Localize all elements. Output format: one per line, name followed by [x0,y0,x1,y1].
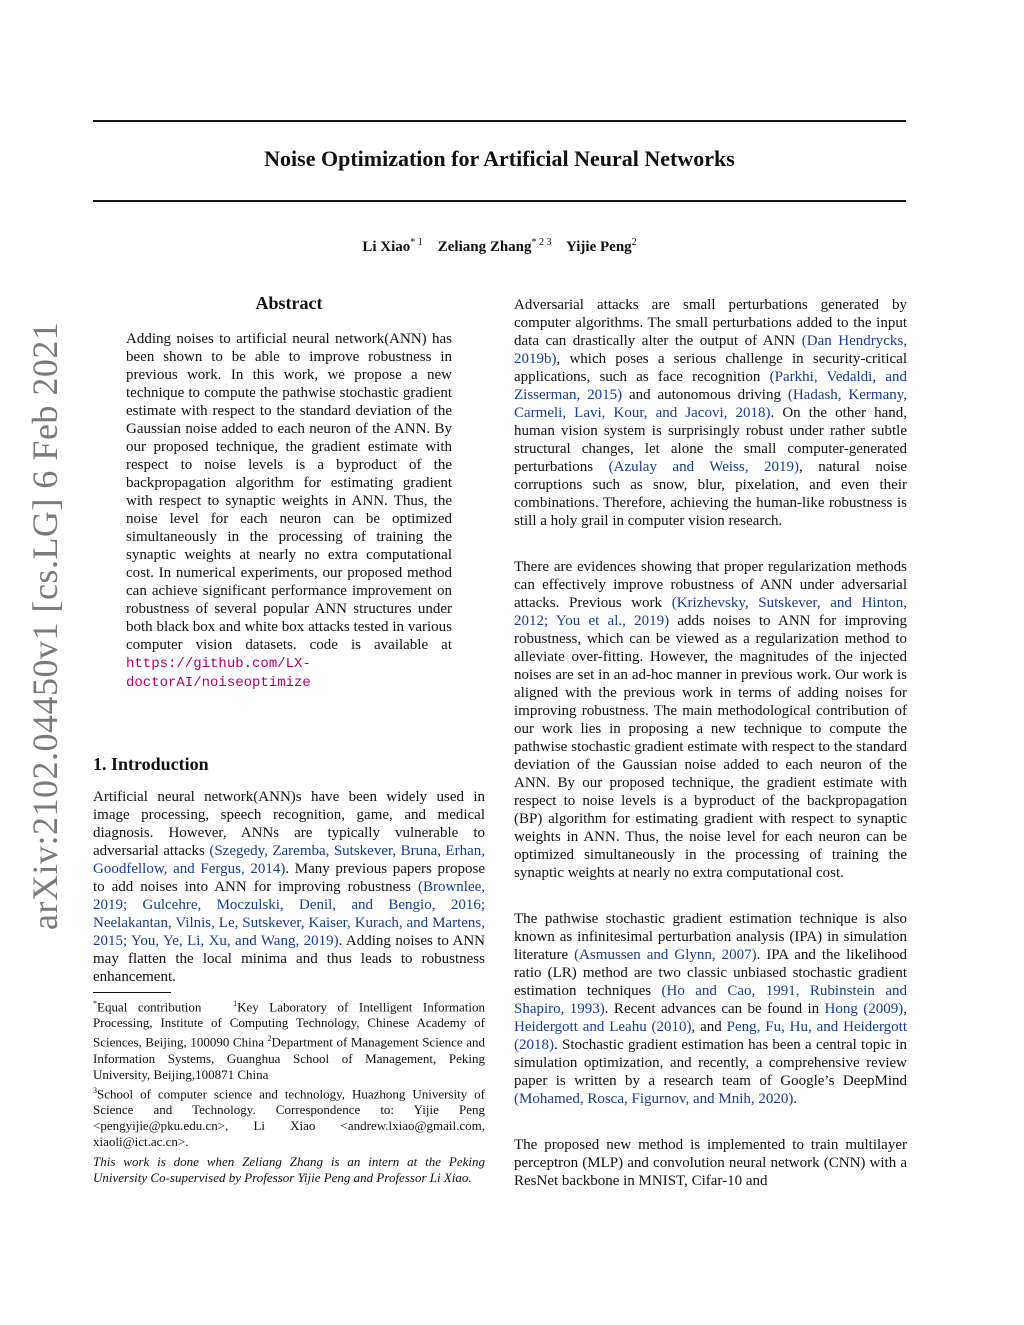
intro-text: Artificial neural network(ANN)s have been widely used in image processing, speech recognition, game, and medical diagnosis. However, ANNs are typically vulnerable to adversarial attacks [93,789,485,859]
footnote-mark: 3 [93,1085,97,1095]
body-text: . Stochastic gradient estimation has been a central topic in simulation optimization, and recently, a comprehensive review paper is written by a research team of Google’s DeepMind [514,1037,907,1089]
author-marks: * 2 3 [531,237,552,248]
citation-link[interactable]: (Asmussen and Glynn, 2007) [574,947,757,963]
body-text: . Recent advances can be found in [604,1001,820,1017]
citation-link[interactable]: (Ho and Cao, 1991, Rubinstein and Shapiro, 1993) [514,983,908,1017]
paper-title: Noise Optimization for Artificial Neural Networks [264,146,735,171]
right-paragraph-1 [514,296,907,530]
author-marks: 2 [631,237,637,248]
author-marks: * 1 [410,237,423,248]
footnotes [93,996,485,1150]
body-text: , natural noise corruptions such as snow, blur, pixelation, and even their combinations. Therefore, achieving the human-like robustness is still a holy grail in computer vision research. [514,459,908,529]
abstract-heading: Abstract [255,293,323,313]
right-paragraph-4: The proposed new method is implemented to train multilayer perceptron (MLP) and convolution neural network (CNN) with a ResNet backbone in MNIST, Cifar-10 and [514,1137,907,1189]
author-name: Li Xiao [362,239,411,255]
body-text: and autonomous driving [622,387,781,403]
footnote-affil-3: School of computer science and technology, Huazhong University of Science and Technology. Correspondence to: Yijie Peng <pengyijie@pku.edu.cn>, Li Xiao <andrew.lxiao@gmail.com, xiaoli@ict.ac.cn>. [93,1085,485,1149]
author-list [93,237,906,256]
body-text: Adversarial attacks are small perturbations generated by computer algorithms. The small perturbations added to the input data can drastically alter the output of ANN [514,297,907,349]
intro-text: . Adding noises to ANN may flatten the local minima and thus leads to robustness enhancement. [93,933,485,985]
body-text: There are evidences showing that proper regularization methods can effectively improve robustness of ANN under adversarial attacks. Previous work [514,559,907,611]
intro-paragraph [93,788,485,986]
body-text: . IPA and the likelihood ratio (LR) method are two classic unbiased stochastic gradient estimation techniques [514,947,907,999]
arxiv-watermark: arXiv:2102.04450v1 [cs.LG] 6 Feb 2021 [25,321,65,930]
citation-link[interactable]: (Mohamed, Rosca, Figurnov, and Mnih, 2020) [514,1091,794,1107]
body-text: . On the other hand, human vision system is surprisingly robust under rather subtle structural changes, let alone the small computer-generated perturbations [514,405,907,475]
footnote-affil-1: Key Laboratory of Intelligent Information Processing, Institute of Computing Technology, Chinese Academy of Sciences, Beijing, 100090 China [93,999,486,1050]
intro-text: . Many previous papers propose to add noises into ANN for improving robustness [93,861,485,895]
title-rule-bottom [93,200,906,202]
citation-link[interactable]: (Brownlee, 2019; Gulcehre, Moczulski, Denil, and Bengio, 2016; Neelakantan, Vilnis, Le, Sutskever, Kaiser, Kurach, and Martens, 2015; You, Ye, Li, Xu, and Wang, 2019) [93,879,486,949]
body-text: , which poses a serious challenge in security-critical applications, such as face recognition [514,351,907,385]
body-text: . [793,1091,798,1107]
author-name: Zeliang Zhang [437,239,532,255]
footnote-mark: * [93,999,97,1008]
citation-link[interactable]: (Hadash, Kermany, Carmeli, Lavi, Kour, and Jacovi, 2018) [514,387,907,421]
footnote-mark: 1 [233,999,238,1008]
abstract-text: Adding noises to artificial neural network(ANN) has been shown to be able to improve robustness in previous work. In this work, we propose a new technique to compute the pathwise stochastic gradient estimate with respect to the standard deviation of the Gaussian noise added to each neuron of the ANN. By our proposed technique, the gradient estimate with respect to noise levels is a byproduct of the backpropagation algorithm for estimating gradient with respect to synaptic weights in ANN. Thus, the noise level for each neuron can be optimized simultaneously in the processing of training the synaptic weights at nearly no extra computational cost. In numerical experiments, our proposed method can achieve significant performance improvement on robustness of several popular ANN structures under both black box and white box attacks tested in various computer vision datasets. code is available at [126,331,452,653]
citation-link[interactable]: Peng, Fu, Hu, and Heidergott (2018) [514,1019,907,1053]
author-name: Yijie Peng [565,239,632,255]
body-text: , and [691,1019,722,1035]
citation-link[interactable]: (Dan Hendrycks, 2019b) [514,333,908,367]
citation-link[interactable]: (Szegedy, Zaremba, Sutskever, Bruna, Erhan, Goodfellow, and Fergus, 2014) [93,843,485,877]
citation-link[interactable]: (Krizhevsky, Sutskever, and Hinton, 2012; You et al., 2019) [514,595,907,629]
right-paragraph-3 [514,910,907,1108]
footnote-rule [93,992,171,993]
body-text: , [903,1001,907,1017]
title-rule-top [93,120,906,122]
right-paragraph-2 [514,558,907,882]
intern-note: This work is done when Zeliang Zhang is an intern at the Peking University Co-supervised by Professor Yijie Peng and Professor Li Xiao. [93,1154,485,1185]
footnote-affil-2: Department of Management Science and Information Systems, Guanghua School of Management, Peking University, Beijing,100871 China [93,1034,486,1082]
body-text: adds noises to ANN for improving robustness, which can be viewed as a regularization method to alleviate over-fitting. However, the magnitudes of the injected noises are set in an ad-hoc manner in previous work. Our work is aligned with the previous work in terms of adding noises for improving robustness. The main methodological contribution of our work lies in proposing a new technique to compute the pathwise stochastic gradient estimate with respect to the standard deviation of the Gaussian noise added to each neuron of the ANN. By our proposed technique, the gradient estimate with respect to noise levels is a byproduct of the backpropagation (BP) algorithm for estimating gradient with respect to synaptic weights in ANN. Thus, the noise level for each neuron can be optimized simultaneously in the processing of training the synaptic weights at nearly no extra computational cost. [514,613,907,881]
citation-link[interactable]: Heidergott and Leahu (2010) [514,1019,692,1035]
footnote-equal: Equal contribution [97,999,202,1015]
citation-link[interactable]: Hong (2009) [824,1001,904,1017]
body-text: The pathwise stochastic gradient estimation technique is also known as infinitesimal perturbation analysis (IPA) in simulation literature [514,911,907,963]
citation-link[interactable]: (Azulay and Weiss, 2019) [608,459,799,475]
code-link[interactable]: https://github.com/LX-doctorAI/noiseoptimize [126,656,311,691]
abstract-body [126,330,452,692]
footnote-mark: 2 [267,1034,272,1044]
citation-link[interactable]: (Parkhi, Vedaldi, and Zisserman, 2015) [514,369,907,403]
intro-heading: 1. Introduction [93,754,209,774]
